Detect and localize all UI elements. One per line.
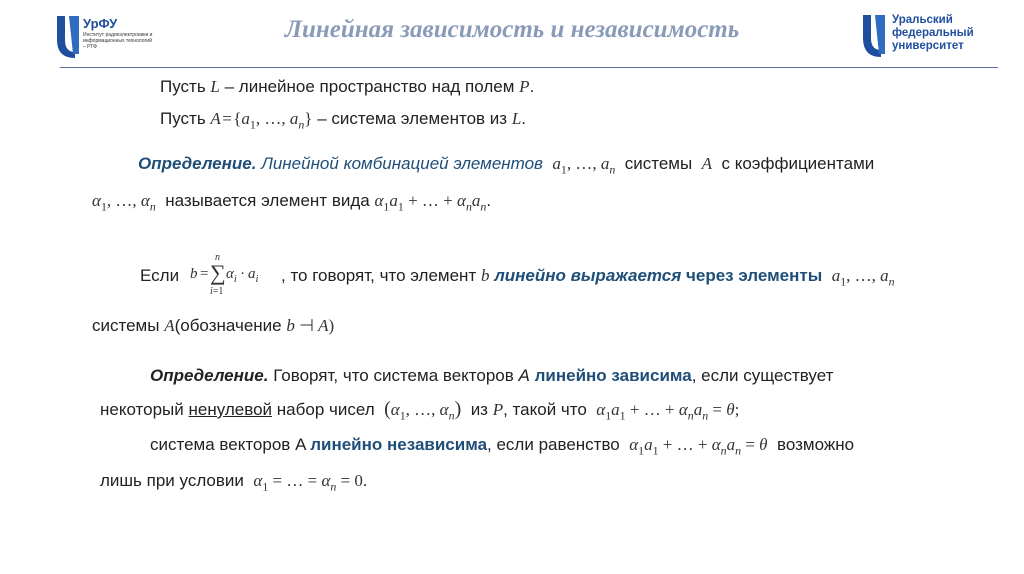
text-A: A (295, 435, 306, 454)
text-notation: (обозначение (174, 316, 282, 335)
text-called-element: называется элемент вида (165, 191, 370, 210)
text-system-of-elements: – система элементов из (317, 109, 508, 128)
text-say-system: Говорят, что система векторов (273, 366, 514, 385)
line-notation: системы A(обозначение b ⊣ A) (92, 316, 335, 335)
text-then-element: , то говорят, что элемент (281, 266, 477, 285)
urfu-logo-right (862, 14, 1002, 60)
text-if-equality: , если равенство (487, 435, 620, 454)
text-only-if: лишь при условии (100, 471, 244, 490)
definition-label: Определение. (138, 154, 257, 173)
header-divider (60, 67, 998, 68)
urfu-logo-name: УрФУ (83, 16, 118, 31)
text-system-of-vectors: система векторов (150, 435, 291, 454)
text-with-coefficients: с коэффициентами (721, 154, 875, 173)
term-linearly-independent: линейно независима (310, 435, 488, 454)
text-through-elements: через элементы (686, 266, 823, 285)
term-linear-combination: Линейной комбинацией элементов (261, 154, 543, 173)
page-title: Линейная зависимость и независимость (284, 16, 740, 43)
line-system: Пусть A = {$a_1$, …, $a_n$} – система элементов из L. (160, 109, 527, 132)
text-let: Пусть (160, 109, 206, 128)
definition-independent-2: лишь при условии $\alpha_1$ = … = $\alpha_n = 0$. (100, 471, 368, 494)
term-linearly-dependent: линейно зависима (534, 366, 692, 385)
text-possible: возможно (776, 435, 855, 454)
text-set-of-numbers: набор чисел (276, 400, 375, 419)
urfu-logo-subtitle: Институт радиоэлектроники и информационных технологий – РТФ (83, 32, 153, 50)
text-A: A (518, 366, 530, 385)
line-expressed: , то говорят, что элемент b линейно выражается через элементы $a_1$, …, $a_n$ (281, 266, 895, 289)
text-if: Если (140, 266, 180, 285)
text-such-that: , такой что (503, 400, 587, 419)
definition-linear-combination: Определение. Линейной комбинацией элементов $a_1$, …, $a_n$ системы A с коэффициентами (138, 154, 875, 177)
right-logo-line1: Уральский (892, 14, 953, 26)
text-if-exists: , если существует (691, 366, 834, 385)
text-space-over-field: – линейное пространство над полем (224, 77, 515, 96)
text-let: Пусть (160, 77, 206, 96)
definition-dependent-2: некоторый ненулевой набор чисел ($\alpha_1$, …, $\alpha_n$) из P, такой что $\alpha_1a_1$ + … + $\alpha_na_n = \theta$; (100, 398, 740, 423)
term-linearly-expressed: линейно выражается (494, 266, 682, 285)
line-space: Пусть L – линейное пространство над полем P. (160, 77, 535, 96)
right-logo-line2: федеральный (892, 27, 974, 39)
definition-linear-combination-2: $\alpha_1$, …, $\alpha_n$ называется элемент вида $\alpha_1a_1$ + … + $\alpha_na_n$. (92, 191, 492, 214)
sum-formula: b = n ∑ i=1 $\alpha_i \cdot a_i$ (190, 252, 259, 297)
definition-label: Определение. (150, 366, 269, 385)
text-from: из (470, 400, 488, 419)
definition-dependent (150, 366, 833, 386)
text-systems: системы (624, 154, 693, 173)
text-some: некоторый (100, 400, 184, 419)
definition-independent: система векторов A линейно независима, если равенство $\alpha_1a_1$ + … + $\alpha_na_n = \theta$ возможно (150, 435, 855, 458)
urfu-u-icon (862, 14, 888, 58)
text-nonzero: ненулевой (188, 400, 273, 419)
text-system: системы (92, 316, 160, 335)
right-logo-line3: университет (892, 40, 964, 52)
